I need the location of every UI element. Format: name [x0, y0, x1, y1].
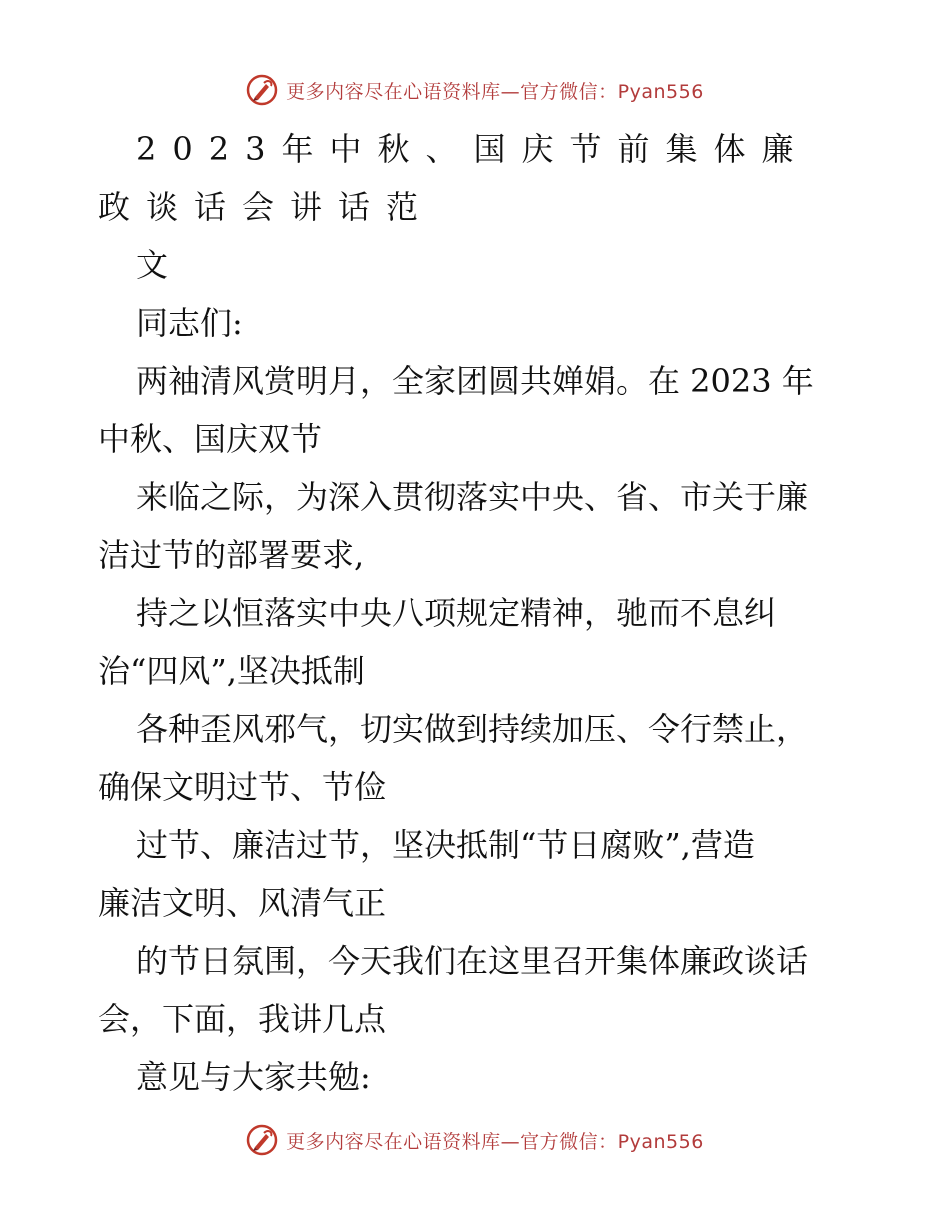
title-line-3: 文: [136, 246, 169, 284]
title-line-1: 2023年中秋、国庆节前集体廉: [136, 130, 810, 168]
body-line: 会，下面，我讲几点: [98, 1000, 387, 1038]
body-line: 两袖清风赏明月，全家团圆共婵娟。在 2023 年: [136, 362, 814, 400]
body-line: 中秋、国庆双节: [98, 420, 323, 458]
body-line: 持之以恒落实中央八项规定精神，驰而不息纠: [136, 594, 777, 632]
body-line: 意见与大家共勉:: [136, 1058, 371, 1096]
pen-logo-icon: [246, 74, 278, 106]
header-watermark: [0, 72, 950, 108]
body-line: 确保文明过节、节俭: [98, 768, 387, 806]
footer-watermark: [0, 1122, 950, 1158]
body-line: 的节日氛围，今天我们在这里召开集体廉政谈话: [136, 942, 809, 980]
body-line: 过节、廉洁过节，坚决抵制“节日腐败”,营造: [136, 826, 755, 864]
title-line-2: 政谈话会讲话范: [98, 188, 435, 226]
watermark-text: 更多内容尽在心语资料库—官方微信：Pyan556: [286, 80, 704, 103]
body-line: 治“四风”,坚决抵制: [98, 652, 365, 690]
document-body: [98, 120, 858, 1106]
body-line: 洁过节的部署要求,: [98, 536, 365, 574]
pen-logo-icon: [246, 1124, 278, 1156]
body-line: 廉洁文明、风清气正: [98, 884, 387, 922]
watermark-text: 更多内容尽在心语资料库—官方微信：Pyan556: [286, 1130, 704, 1153]
body-line: 来临之际，为深入贯彻落实中央、省、市关于廉: [136, 478, 809, 516]
body-line: 各种歪风邪气，切实做到持续加压、令行禁止，: [136, 710, 809, 748]
salutation: 同志们:: [136, 304, 243, 342]
